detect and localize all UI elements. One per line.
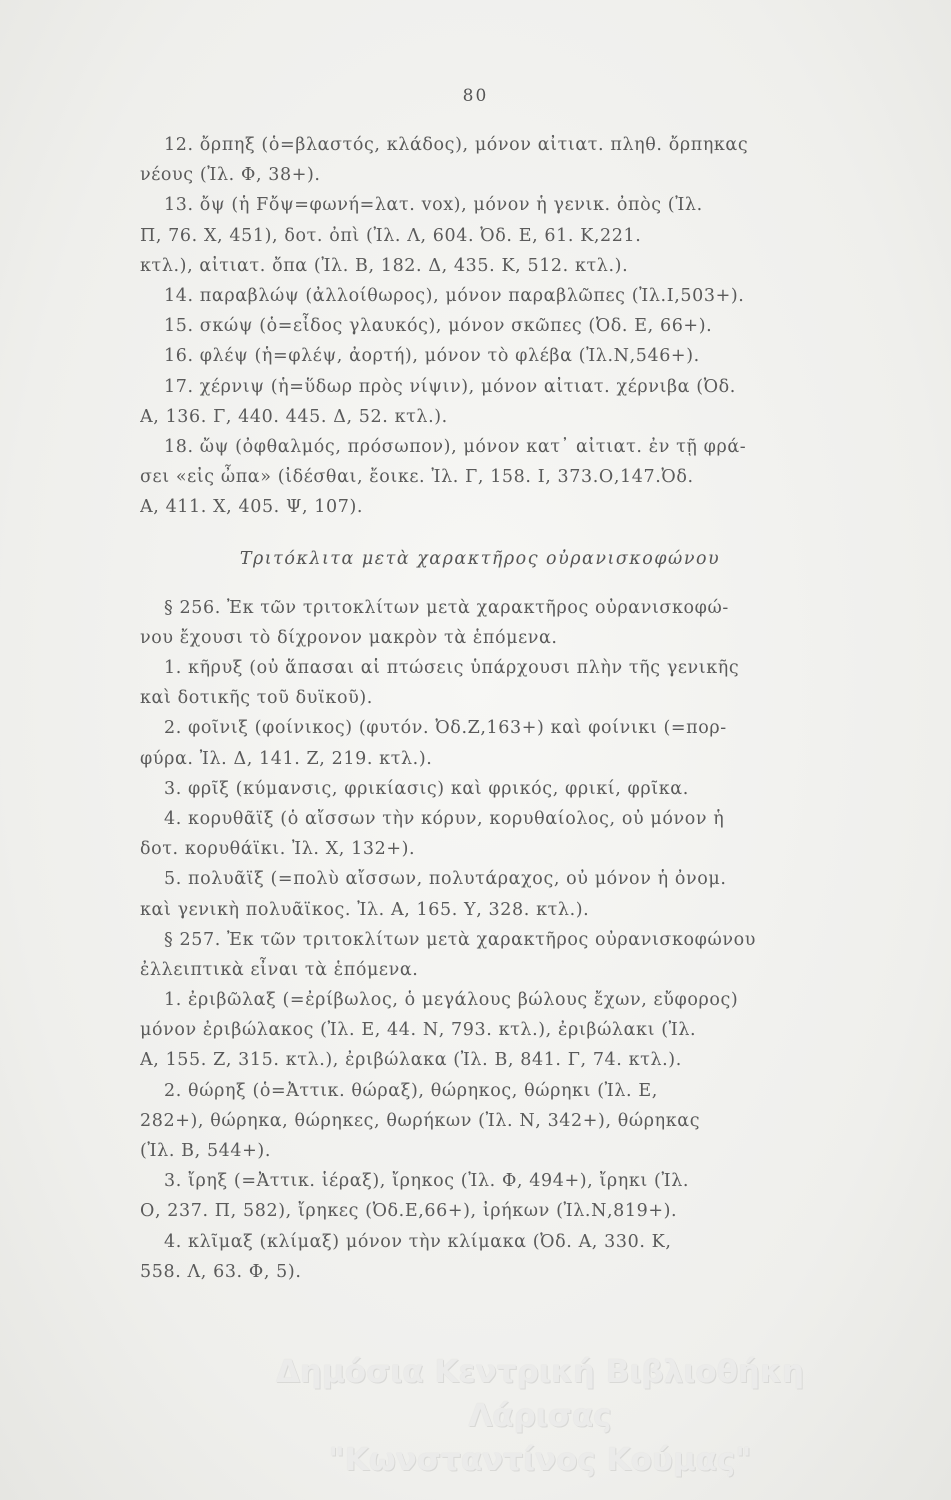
text-line: Α, 155. Ζ, 315. κτλ.), ἐριβώλακα (Ἰλ. Β, 841. Γ, 74. κτλ.). [140,1050,682,1071]
text-line: δοτ. κορυθάϊκι. Ἰλ. Χ, 132+). [140,839,416,860]
text-line: 2. θώρηξ (ὁ=Ἀττικ. θώραξ), θώρηκος, θώρηκι (Ἰλ. Ε, [164,1080,658,1101]
section-title: Τριτόκλιτα μετὰ χαρακτῆρος οὐρανισκοφώνου [239,549,721,570]
top-paragraphs [140,130,820,522]
text-line: 282+), θώρηκα, θώρηκες, θωρήκων (Ἰλ. Ν, 342+), θώρηκας [140,1110,701,1131]
text-line: (Ἰλ. Β, 544+). [140,1141,272,1162]
page-number: 80 [462,86,489,106]
text-line: 18. ὤψ (ὀφθαλμός, πρόσωπον), μόνον κατ᾽ αἰτιατ. ἐν τῇ φρά- [164,436,747,457]
text-line: 4. κορυθᾶϊξ (ὁ αἴσσων τὴν κόρυν, κορυθαίολος, οὐ μόνον ἡ [164,808,725,829]
text-line: Π, 76. Χ, 451), δοτ. ὀπὶ (Ἰλ. Λ, 604. Ὀδ. Ε, 61. Κ,221. [140,225,642,246]
text-line: Α, 136. Γ, 440. 445. Δ, 52. κτλ.). [140,406,448,427]
bottom-paragraphs [140,593,820,1287]
library-watermark [200,1350,880,1482]
text-line: καὶ γενικὴ πολυᾶϊκος. Ἰλ. Α, 165. Υ, 328. κτλ.). [140,899,590,920]
text-line: 13. ὄψ (ἡ Fὄψ=φωνή=λατ. vox), μόνον ἡ γενικ. ὀπὸς (Ἰλ. [164,195,703,216]
text-line: Α, 411. Χ, 405. Ψ, 107). [140,497,364,518]
text-line: § 256. Ἐκ τῶν τριτοκλίτων μετὰ χαρακτῆρος οὐρανισκοφώ- [164,597,729,618]
text-line: 5. πολυᾶϊξ (=πολὺ αἴσσων, πολυτάραχος, οὐ μόνον ἡ ὀνομ. [164,869,727,890]
text-line: 4. κλῖμαξ (κλίμαξ) μόνον τὴν κλίμακα (Ὀδ. Α, 330. Κ, [164,1231,672,1252]
text-line: 15. σκώψ (ὁ=εἶδος γλαυκός), μόνον σκῶπες (Ὀδ. Ε, 66+). [164,316,713,337]
text-line: 1. κῆρυξ (οὐ ἅπασαι αἱ πτώσεις ὑπάρχουσι πλὴν τῆς γενικῆς [164,658,740,679]
text-line: 2. φοῖνιξ (φοίνικος) (φυτόν. Ὀδ.Ζ,163+) καὶ φοίνικι (=πορ- [164,718,727,739]
text-line: 558. Λ, 63. Φ, 5). [140,1261,302,1282]
text-line: Ο, 237. Π, 582), ἴρηκες (Ὀδ.Ε,66+), ἰρήκων (Ἰλ.Ν,819+). [140,1201,678,1222]
text-line: σει «εἰς ὦπα» (ἰδέσθαι, ἔοικε. Ἰλ. Γ, 158. Ι, 373.Ο,147.Ὀδ. [140,467,694,488]
text-line: μόνον ἐριβώλακος (Ἰλ. Ε, 44. Ν, 793. κτλ.), ἐριβώλακι (Ἰλ. [140,1020,697,1041]
text-line: 1. ἐριβῶλαξ (=ἐρίβωλος, ὁ μεγάλους βώλους ἔχων, εὔφορος) [164,990,739,1011]
watermark-line-2: "Κωνσταντίνος Κούμας" [328,1442,752,1478]
text-line: φύρα. Ἰλ. Δ, 141. Ζ, 219. κτλ.). [140,748,433,769]
text-line: ἐλλειπτικὰ εἶναι τὰ ἑπόμενα. [140,959,419,980]
text-line: καὶ δοτικῆς τοῦ δυϊκοῦ). [140,688,373,709]
watermark-line-1: Δημόσια Κεντρική Βιβλιοθήκη Λάρισας [275,1354,805,1434]
text-line: 12. ὄρπηξ (ὁ=βλαστός, κλάδος), μόνον αἰτιατ. πληθ. ὄρπηκας [164,135,749,155]
text-line: νου ἔχουσι τὸ δίχρονον μακρὸν τὰ ἑπόμενα. [140,627,558,648]
text-line: κτλ.), αἰτιατ. ὄπα (Ἰλ. Β, 182. Δ, 435. Κ, 512. κτλ.). [140,255,629,276]
text-line: 16. φλέψ (ἡ=φλέψ, ἀορτή), μόνον τὸ φλέβα (Ἰλ.Ν,546+). [164,346,700,367]
page-text [140,130,820,1287]
text-line: 3. ἴρηξ (=Ἀττικ. ἱέραξ), ἴρηκος (Ἰλ. Φ, 494+), ἴρηκι (Ἰλ. [164,1171,690,1192]
text-line: 14. παραβλώψ (ἀλλοίθωρος), μόνον παραβλῶπες (Ἰλ.Ι,503+). [164,285,745,306]
text-line: § 257. Ἐκ τῶν τριτοκλίτων μετὰ χαρακτῆρος οὐρανισκοφώνου [164,929,756,950]
text-line: νέους (Ἰλ. Φ, 38+). [140,165,321,186]
text-line: 17. χέρνιψ (ἡ=ὕδωρ πρὸς νίψιν), μόνον αἰτιατ. χέρνιβα (Ὀδ. [164,376,736,397]
text-line: 3. φρῖξ (κύμανσις, φρικίασις) καὶ φρικός, φρικί, φρῖκα. [164,778,689,799]
